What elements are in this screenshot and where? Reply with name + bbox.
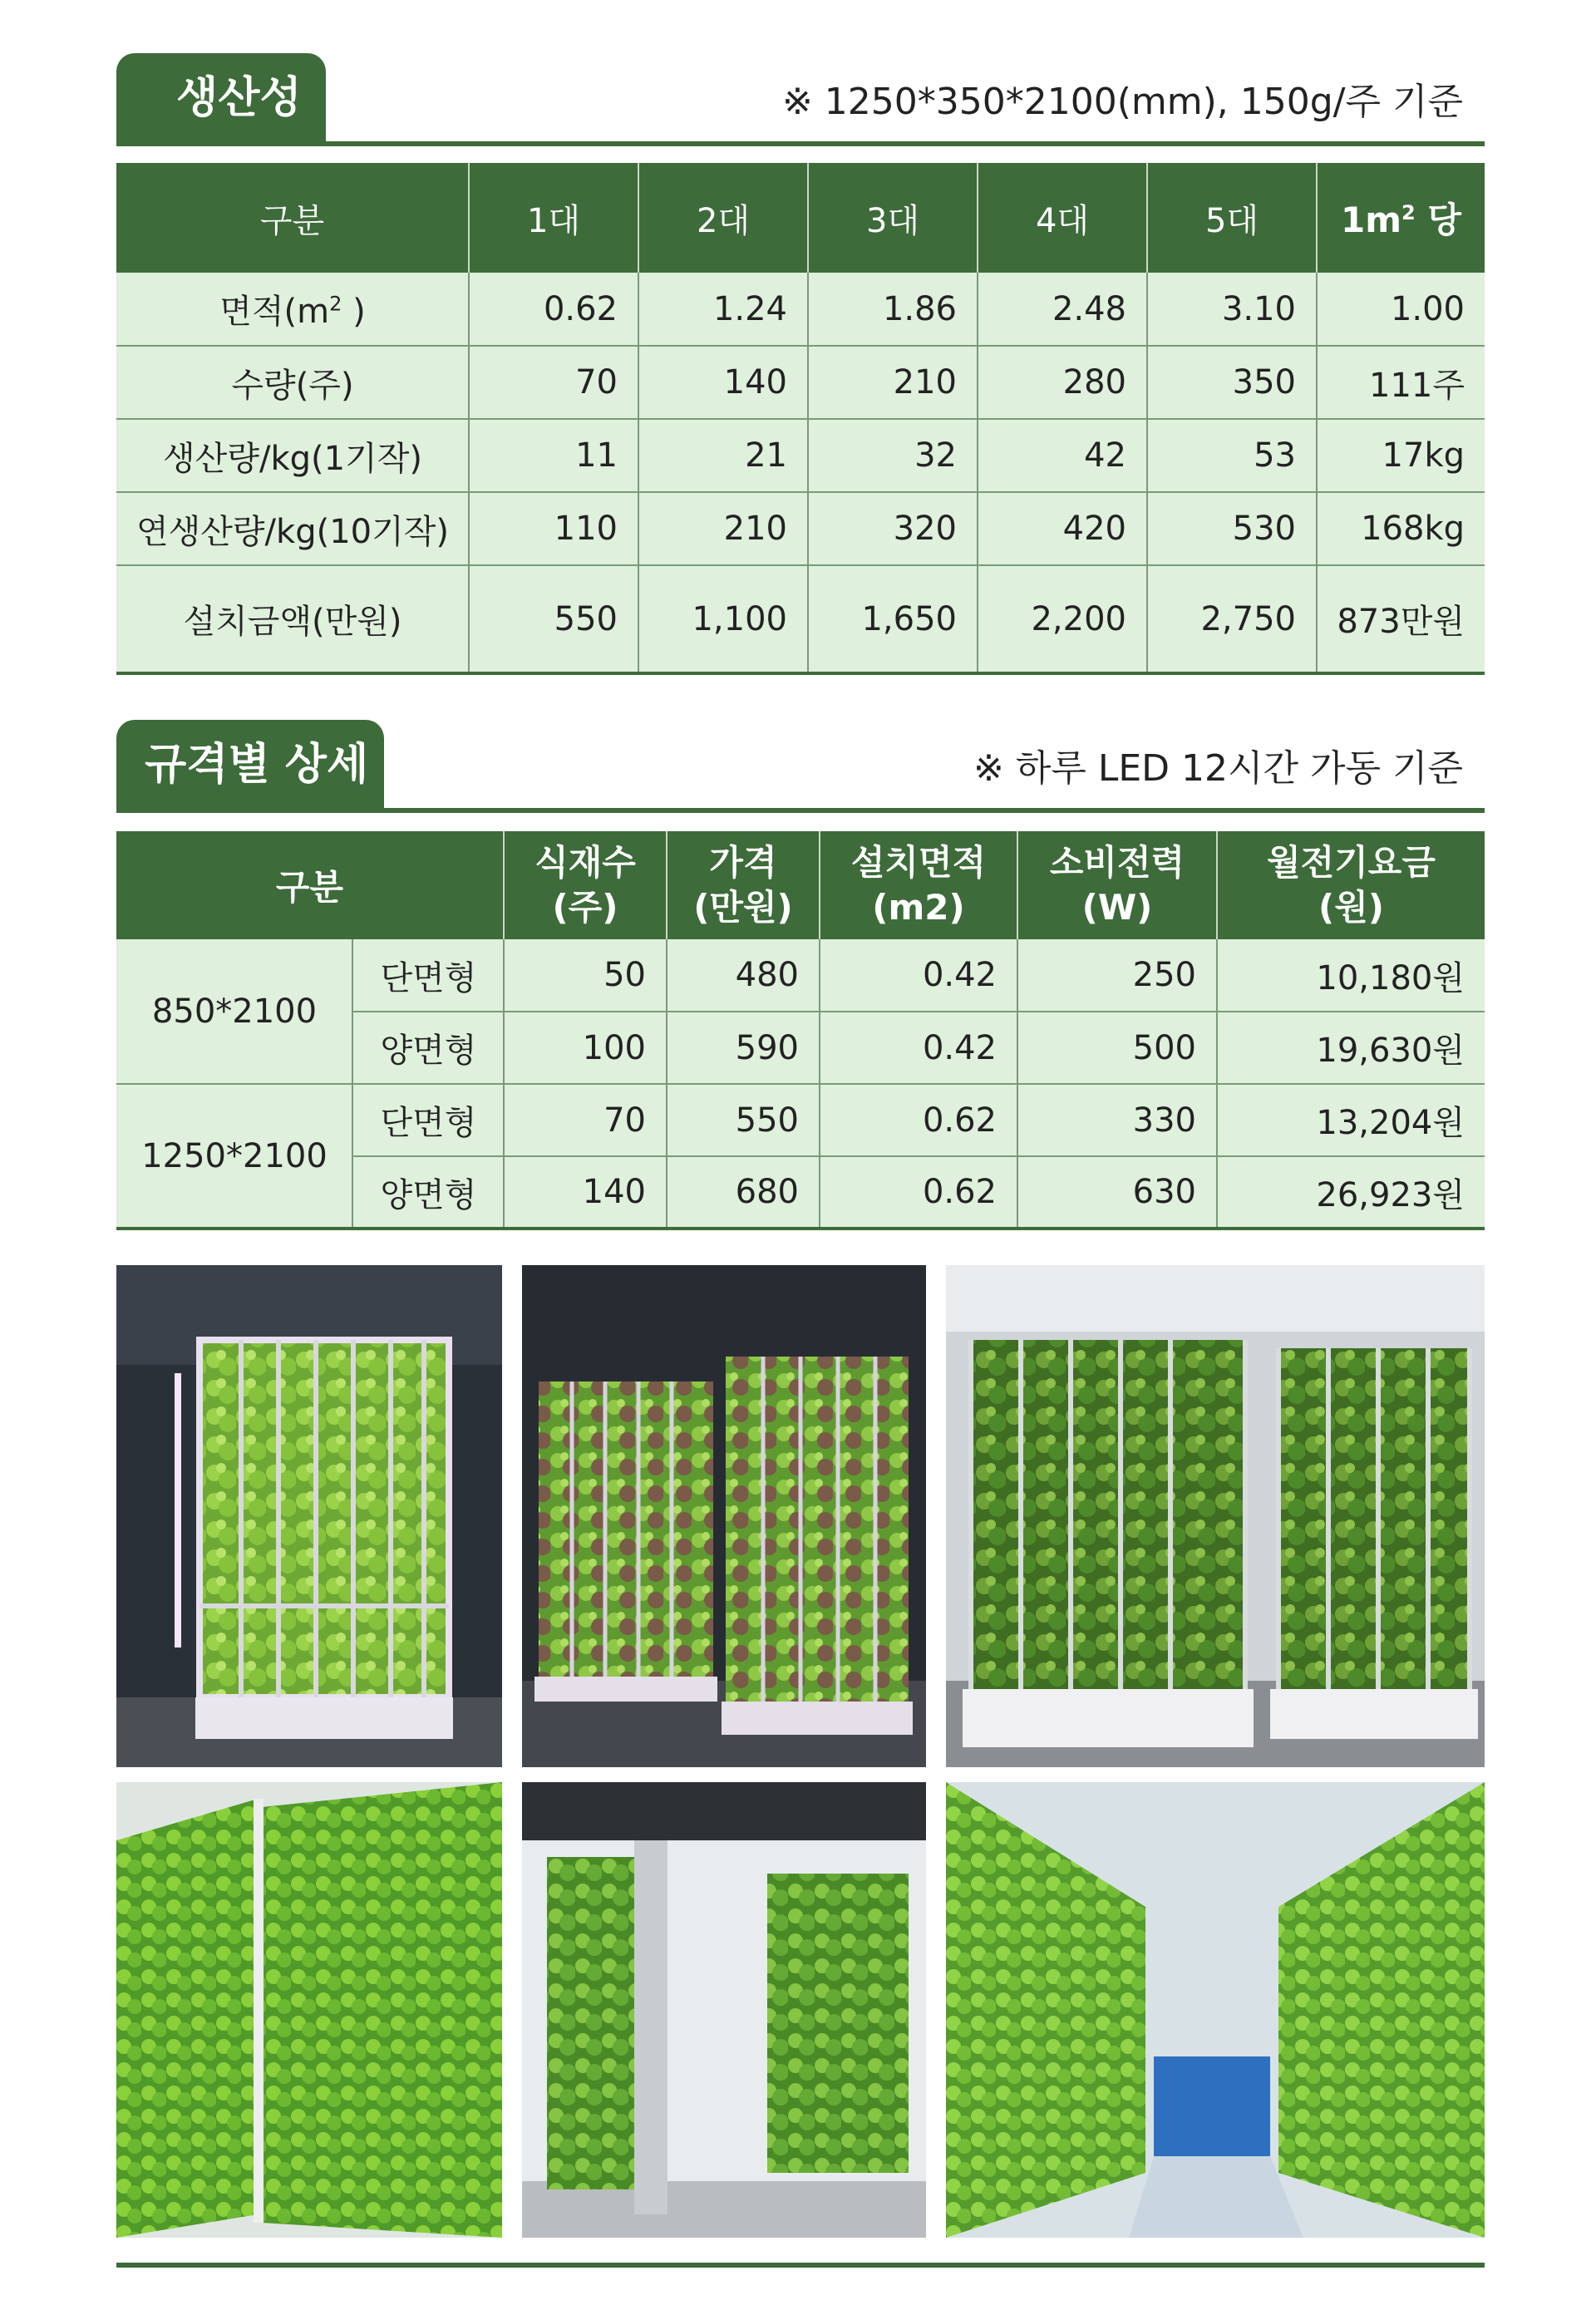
- product-photo: [946, 1782, 1485, 2238]
- table-cell: 21: [638, 419, 808, 492]
- column-header: 구분: [116, 163, 469, 273]
- table-cell: 1.24: [638, 273, 808, 346]
- column-header: 3대: [808, 163, 978, 273]
- table-cell: 350: [1147, 346, 1317, 419]
- table-cell: 590: [667, 1012, 820, 1084]
- productivity-title: 생산성: [116, 53, 326, 143]
- table-cell: 70: [469, 346, 638, 419]
- table-row: [116, 346, 1485, 419]
- specs-title: 규격별 상세: [116, 720, 384, 810]
- table-cell: 53: [1147, 419, 1317, 492]
- row-label: 수량(주): [116, 346, 469, 419]
- table-cell: 210: [808, 346, 978, 419]
- table-cell: 0.62: [820, 1084, 1017, 1156]
- row-label: 연생산량/kg(10기작): [116, 492, 469, 565]
- table-cell: 420: [978, 492, 1147, 565]
- column-header: 1대: [469, 163, 638, 273]
- size-label: 850*2100: [116, 939, 352, 1084]
- table-cell: 2,200: [978, 565, 1147, 673]
- header-divider: [116, 808, 1485, 813]
- table-cell: 1,100: [638, 565, 808, 673]
- table-cell: 1.00: [1317, 273, 1485, 346]
- product-photo: [522, 1265, 926, 1767]
- product-photo: [946, 1265, 1485, 1767]
- table-cell: 110: [469, 492, 638, 565]
- table-cell: 1.86: [808, 273, 978, 346]
- table-row: [116, 419, 1485, 492]
- table-cell: 2,750: [1147, 565, 1317, 673]
- row-label: 면적($m^2$ ): [116, 273, 469, 346]
- column-header: 4대: [978, 163, 1147, 273]
- table-cell: 2.48: [978, 273, 1147, 346]
- size-label: 1250*2100: [116, 1084, 352, 1229]
- table-cell: 140: [504, 1156, 667, 1229]
- table-cell: 140: [638, 346, 808, 419]
- specs-header: [116, 720, 1485, 813]
- row-label: 생산량/kg(1기작): [116, 419, 469, 492]
- table-cell: 11: [469, 419, 638, 492]
- productivity-note: ※ 1250*350*2100(mm), 150g/주 기준: [781, 81, 1463, 123]
- column-header: 소비전력 (W): [1017, 831, 1217, 939]
- table-header-row: [116, 831, 1485, 939]
- type-label: 양면형: [352, 1156, 504, 1229]
- table-cell: 530: [1147, 492, 1317, 565]
- type-label: 단면형: [352, 1084, 504, 1156]
- table-header-row: [116, 163, 1485, 273]
- product-photo-grid: [116, 1265, 1485, 2238]
- table-cell: 3.10: [1147, 273, 1317, 346]
- table-row: [116, 492, 1485, 565]
- table-cell: 100: [504, 1012, 667, 1084]
- column-header: 가격 (만원): [667, 831, 820, 939]
- table-cell: 17kg: [1317, 419, 1485, 492]
- specs-table: [116, 831, 1485, 1230]
- table-row: [116, 1084, 1485, 1156]
- productivity-header: [116, 53, 1485, 146]
- table-cell: 70: [504, 1084, 667, 1156]
- table-cell: 500: [1017, 1012, 1217, 1084]
- table-cell: 480: [667, 939, 820, 1012]
- column-header: 5대: [1147, 163, 1317, 273]
- table-cell: 250: [1017, 939, 1217, 1012]
- table-cell: 210: [638, 492, 808, 565]
- table-cell: 32: [808, 419, 978, 492]
- type-label: 양면형: [352, 1012, 504, 1084]
- specs-note: ※ 하루 LED 12시간 가동 기준: [973, 747, 1463, 790]
- table-cell: 10,180원: [1217, 939, 1485, 1012]
- table-cell: 42: [978, 419, 1147, 492]
- column-header-per-m2: $1m^2$ 당: [1317, 163, 1485, 273]
- table-cell: 0.62: [469, 273, 638, 346]
- table-row: [116, 273, 1485, 346]
- table-cell: 19,630원: [1217, 1012, 1485, 1084]
- table-cell: 280: [978, 346, 1147, 419]
- table-row: [116, 565, 1485, 673]
- table-cell: 0.42: [820, 1012, 1017, 1084]
- column-header: 월전기요금 (원): [1217, 831, 1485, 939]
- header-divider: [116, 141, 1485, 146]
- table-cell: 0.42: [820, 939, 1017, 1012]
- product-photo: [522, 1782, 926, 2238]
- table-cell: 320: [808, 492, 978, 565]
- column-header: 식재수 (주): [504, 831, 667, 939]
- bottom-divider: [116, 2263, 1485, 2268]
- column-header: 2대: [638, 163, 808, 273]
- product-photo: [116, 1782, 502, 2238]
- table-cell: 0.62: [820, 1156, 1017, 1229]
- table-cell: 1,650: [808, 565, 978, 673]
- column-header: 설치면적 (m2): [820, 831, 1017, 939]
- table-cell: 111주: [1317, 346, 1485, 419]
- table-cell: 13,204원: [1217, 1084, 1485, 1156]
- table-cell: 330: [1017, 1084, 1217, 1156]
- table-cell: 630: [1017, 1156, 1217, 1229]
- table-cell: 550: [469, 565, 638, 673]
- product-photo: [116, 1265, 502, 1767]
- column-header: 구분: [116, 831, 504, 939]
- table-cell: 550: [667, 1084, 820, 1156]
- table-row: [116, 939, 1485, 1012]
- type-label: 단면형: [352, 939, 504, 1012]
- row-label: 설치금액(만원): [116, 565, 469, 673]
- productivity-table: [116, 163, 1485, 675]
- table-cell: 26,923원: [1217, 1156, 1485, 1229]
- table-cell: 680: [667, 1156, 820, 1229]
- table-cell: 50: [504, 939, 667, 1012]
- table-cell: 873만원: [1317, 565, 1485, 673]
- table-cell: 168kg: [1317, 492, 1485, 565]
